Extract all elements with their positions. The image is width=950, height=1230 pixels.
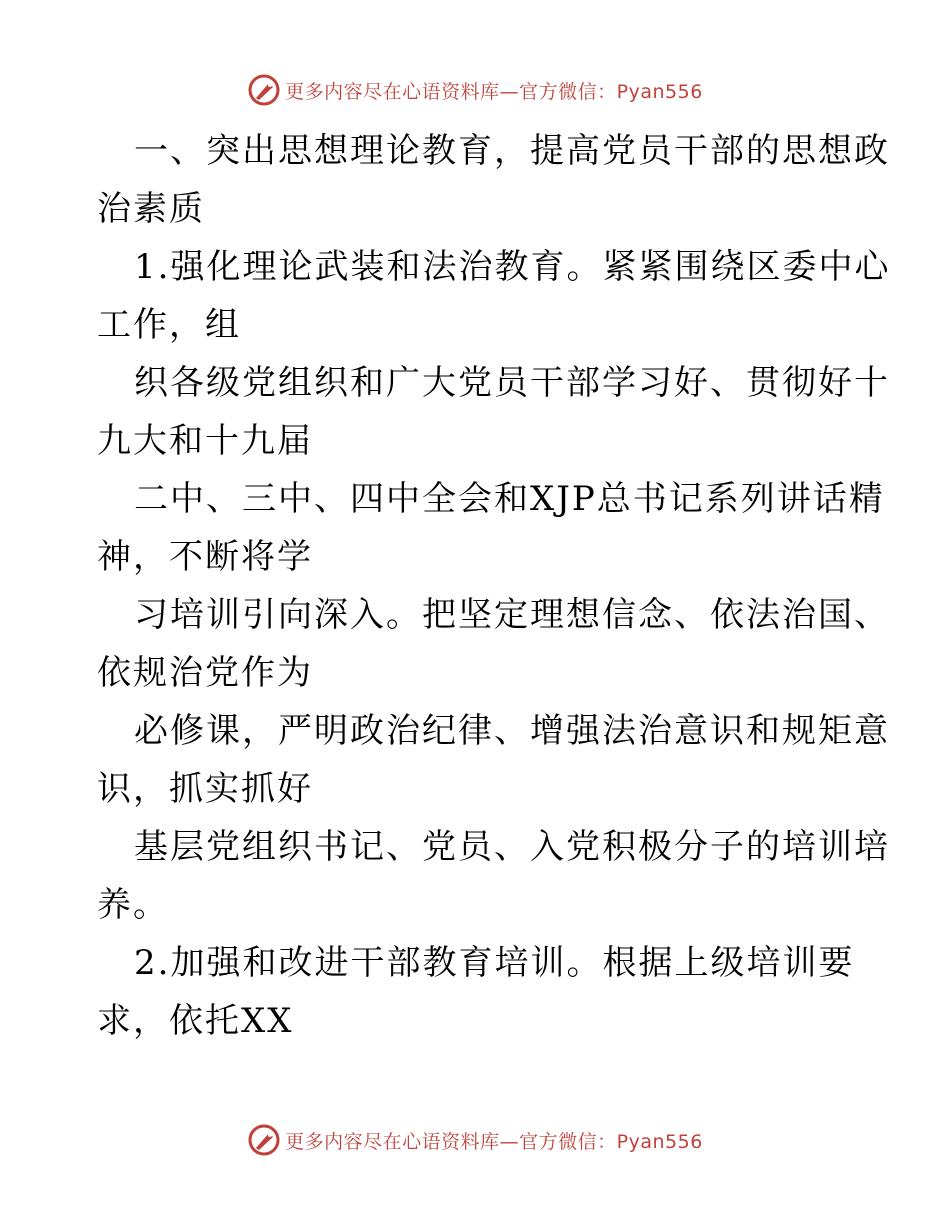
text-line: 工作，组 <box>97 305 241 345</box>
text-line: 织各级党组织和广大党员干部学习好、贯彻好十 <box>134 363 890 403</box>
text-line: 一、突出思想理论教育，提高党员干部的思想政 <box>134 131 890 171</box>
pen-nib-logo-icon <box>247 73 281 107</box>
footer-banner <box>0 1120 950 1160</box>
header-banner-text: 更多内容尽在心语资料库—官方微信：Pyan556 <box>285 80 703 103</box>
text-line: 九大和十九届 <box>97 421 313 461</box>
text-line: 必修课，严明政治纪律、增强法治意识和规矩意 <box>134 711 890 751</box>
footer-banner-text: 更多内容尽在心语资料库—官方微信：Pyan556 <box>285 1130 703 1153</box>
pen-nib-logo-icon <box>247 1123 281 1157</box>
text-line: 习培训引向深入。把坚定理想信念、依法治国、 <box>134 595 890 635</box>
document-body <box>97 122 891 1050</box>
text-line: 基层党组织书记、党员、入党积极分子的培训培 <box>134 827 890 867</box>
text-line: 识，抓实抓好 <box>97 769 313 809</box>
text-line: 1.强化理论武装和法治教育。紧紧围绕区委中心 <box>134 247 891 287</box>
text-line: 2.加强和改进干部教育培训。根据上级培训要 <box>134 943 855 983</box>
text-line: 二中、三中、四中全会和XJP总书记系列讲话精 <box>134 479 885 519</box>
header-banner <box>0 70 950 110</box>
text-line: 求，依托XX <box>97 1001 294 1041</box>
text-line: 治素质 <box>97 189 205 229</box>
text-line: 依规治党作为 <box>97 653 313 693</box>
text-line: 养。 <box>97 885 169 925</box>
text-line: 神，不断将学 <box>97 537 313 577</box>
